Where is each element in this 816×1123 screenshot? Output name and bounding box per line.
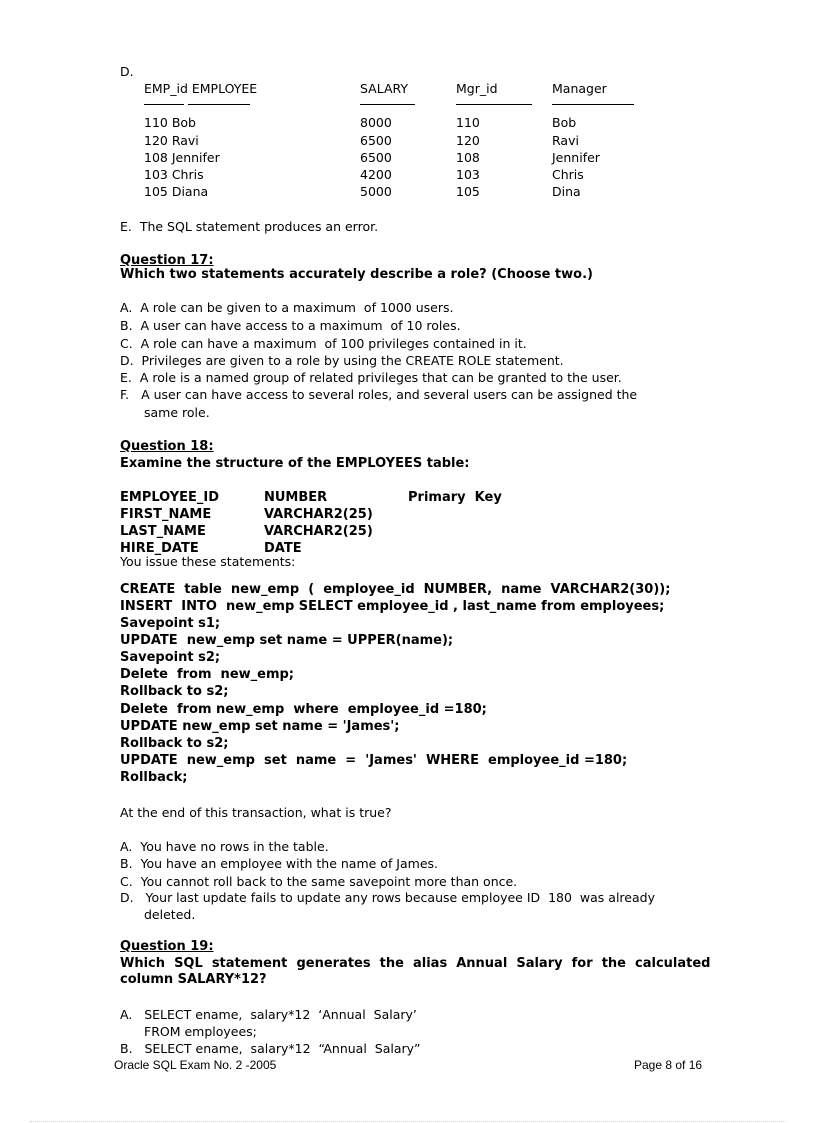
sql-line: Rollback to s2; bbox=[120, 684, 229, 699]
table-cell: 103 Chris bbox=[144, 167, 204, 182]
question-18-heading: Question 18: bbox=[120, 439, 214, 454]
q19-option-b: B. SELECT ename, salary*12 “Annual Salary” bbox=[120, 1041, 421, 1056]
table-cell: 110 Bob bbox=[144, 115, 196, 130]
q19-option-a: A. SELECT ename, salary*12 ‘Annual Salary’ bbox=[120, 1007, 417, 1022]
table-cell: 4200 bbox=[360, 167, 392, 182]
sql-line: Delete from new_emp where employee_id =180; bbox=[120, 702, 487, 717]
sql-line: Savepoint s2; bbox=[120, 650, 221, 665]
sql-line: UPDATE new_emp set name = 'James' WHERE employee_id =180; bbox=[120, 753, 628, 768]
structure-column: LAST_NAME bbox=[120, 524, 206, 539]
sql-line: UPDATE new_emp set name = UPPER(name); bbox=[120, 633, 454, 648]
structure-column: HIRE_DATE bbox=[120, 541, 199, 556]
page-separator bbox=[30, 1121, 786, 1122]
table-cell: 108 bbox=[456, 150, 480, 165]
table-cell: 108 Jennifer bbox=[144, 150, 220, 165]
q18-option-a: A. You have no rows in the table. bbox=[120, 839, 329, 854]
table-cell: 105 bbox=[456, 184, 480, 199]
table-cell: 103 bbox=[456, 167, 480, 182]
q18-option-d: D. Your last update fails to update any rows because employee ID 180 was already bbox=[120, 890, 655, 905]
q18-option-c: C. You cannot roll back to the same savepoint more than once. bbox=[120, 874, 518, 889]
structure-type: VARCHAR2(25) bbox=[264, 507, 373, 522]
footer-exam-title: Oracle SQL Exam No. 2 -2005 bbox=[114, 1058, 277, 1072]
q18-question-text: At the end of this transaction, what is true? bbox=[120, 805, 392, 820]
structure-type: VARCHAR2(25) bbox=[264, 524, 373, 539]
table-cell: 120 bbox=[456, 133, 480, 148]
sql-line: Savepoint s1; bbox=[120, 616, 221, 631]
option-d-label: D. bbox=[120, 64, 134, 79]
option-e: E. The SQL statement produces an error. bbox=[120, 219, 379, 234]
header-underline bbox=[360, 104, 415, 105]
sql-line: Delete from new_emp; bbox=[120, 667, 295, 682]
table-cell: Chris bbox=[552, 167, 584, 182]
col-header-emp: EMP_id EMPLOYEE bbox=[144, 81, 258, 96]
question-19-prompt-cont: column SALARY*12? bbox=[120, 972, 267, 987]
sql-line: CREATE table new_emp ( employee_id NUMBER, name VARCHAR2(30)); bbox=[120, 582, 671, 597]
header-underline bbox=[144, 104, 184, 105]
q17-option-d: D. Privileges are given to a role by using the CREATE ROLE statement. bbox=[120, 353, 564, 368]
q17-option-b: B. A user can have access to a maximum of 10 roles. bbox=[120, 318, 461, 333]
q18-option-b: B. You have an employee with the name of James. bbox=[120, 856, 439, 871]
question-17-prompt: Which two statements accurately describe a role? (Choose two.) bbox=[120, 267, 593, 282]
question-19-heading: Question 19: bbox=[120, 939, 214, 954]
sql-line: UPDATE new_emp set name = 'James'; bbox=[120, 719, 400, 734]
table-cell: 110 bbox=[456, 115, 480, 130]
structure-column: EMPLOYEE_ID bbox=[120, 490, 220, 505]
q17-option-a: A. A role can be given to a maximum of 1000 users. bbox=[120, 300, 454, 315]
q19-option-a-cont: FROM employees; bbox=[144, 1024, 257, 1039]
sql-line: Rollback to s2; bbox=[120, 736, 229, 751]
q17-option-c: C. A role can have a maximum of 100 privileges contained in it. bbox=[120, 336, 527, 351]
sql-line: INSERT INTO new_emp SELECT employee_id , last_name from employees; bbox=[120, 599, 665, 614]
col-header-mgr-id: Mgr_id bbox=[456, 81, 498, 96]
table-cell: Jennifer bbox=[552, 150, 600, 165]
table-cell: 105 Diana bbox=[144, 184, 209, 199]
table-cell: Dina bbox=[552, 184, 581, 199]
table-cell: 5000 bbox=[360, 184, 392, 199]
col-header-manager: Manager bbox=[552, 81, 607, 96]
table-cell: 6500 bbox=[360, 150, 392, 165]
header-underline bbox=[456, 104, 532, 105]
structure-type: NUMBER bbox=[264, 490, 328, 505]
question-17-heading: Question 17: bbox=[120, 253, 214, 268]
q17-option-f: F. A user can have access to several roles, and several users can be assigned the bbox=[120, 387, 638, 402]
footer-page-number: Page 8 of 16 bbox=[634, 1058, 703, 1072]
col-header-salary: SALARY bbox=[360, 81, 409, 96]
issue-statements-text: You issue these statements: bbox=[120, 554, 296, 569]
table-cell: 6500 bbox=[360, 133, 392, 148]
table-cell: 8000 bbox=[360, 115, 392, 130]
table-cell: Ravi bbox=[552, 133, 579, 148]
header-underline bbox=[552, 104, 634, 105]
q17-option-f-cont: same role. bbox=[144, 405, 210, 420]
structure-column: FIRST_NAME bbox=[120, 507, 212, 522]
q18-option-d-cont: deleted. bbox=[144, 907, 196, 922]
question-18-prompt: Examine the structure of the EMPLOYEES table: bbox=[120, 456, 470, 471]
table-cell: Bob bbox=[552, 115, 577, 130]
sql-line: Rollback; bbox=[120, 770, 188, 785]
structure-constraint: Primary Key bbox=[408, 490, 502, 505]
table-cell: 120 Ravi bbox=[144, 133, 199, 148]
structure-type: DATE bbox=[264, 541, 302, 556]
header-underline bbox=[188, 104, 250, 105]
question-19-prompt: Which SQL statement generates the alias Annual Salary for the calculated bbox=[120, 956, 711, 971]
q17-option-e: E. A role is a named group of related privileges that can be granted to the user. bbox=[120, 370, 622, 385]
